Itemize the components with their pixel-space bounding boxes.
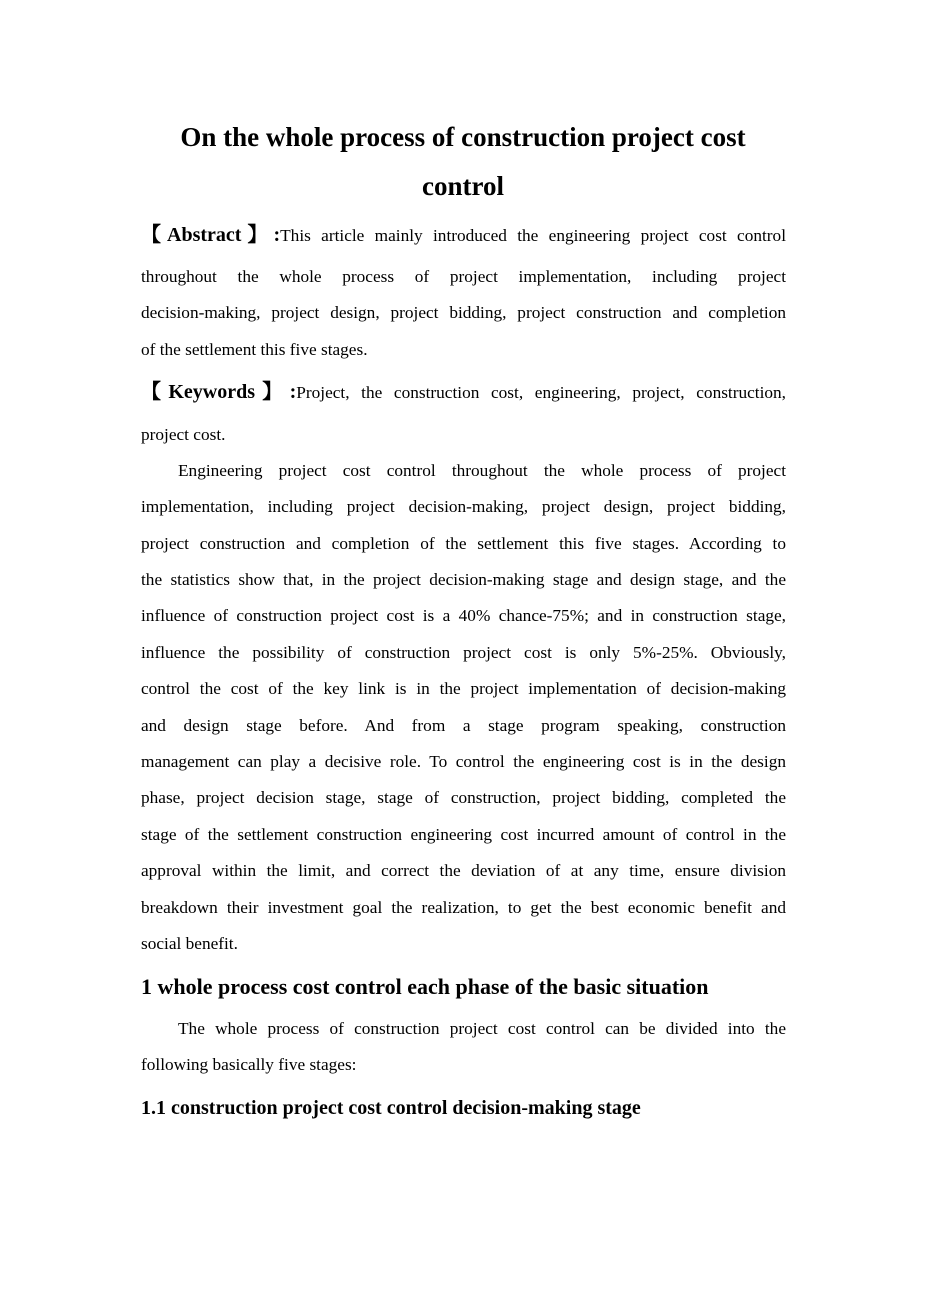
abstract-line-2: throughout the whole process of project implementation, including project — [141, 267, 786, 286]
keywords-line-2: project cost. — [141, 425, 226, 444]
paragraph-line: implementation, including project decision-making, project design, project bidding, — [141, 497, 786, 516]
paragraph-line: following basically five stages: — [141, 1055, 357, 1074]
paragraph-line: and design stage before. And from a stage program speaking, construction — [141, 716, 786, 735]
paragraph-line: The whole process of construction project cost control can be divided into the — [178, 1019, 786, 1038]
section-heading-1: 1 whole process cost control each phase of the basic situation — [141, 974, 709, 999]
paragraph-line: management can play a decisive role. To control the engineering cost is in the design — [141, 752, 786, 771]
paragraph-line: project construction and completion of the settlement this five stages. According to — [141, 534, 786, 553]
paragraph-line: phase, project decision stage, stage of construction, project bidding, completed the — [141, 788, 786, 807]
paragraph-line: control the cost of the key link is in the project implementation of decision-making — [141, 679, 786, 698]
paragraph-line: the statistics show that, in the project decision-making stage and design stage, and the — [141, 570, 786, 589]
paragraph-line: stage of the settlement construction engineering cost incurred amount of control in the — [141, 825, 786, 844]
keywords-line-1 — [141, 381, 786, 404]
abstract-line-4: of the settlement this five stages. — [141, 340, 368, 359]
paragraph-line: approval within the limit, and correct the deviation of at any time, ensure division — [141, 861, 786, 880]
document-title-line-2: control — [422, 171, 504, 201]
abstract-line-1 — [141, 224, 786, 247]
paragraph-line: breakdown their investment goal the realization, to get the best economic benefit and — [141, 898, 786, 917]
keywords-label: 【Keywords】: — [141, 381, 297, 403]
section-heading-1-1: 1.1 construction project cost control decision-making stage — [141, 1097, 641, 1119]
abstract-text: This article mainly introduced the engineering project cost control — [280, 226, 786, 245]
paragraph-line: influence the possibility of construction project cost is only 5%-25%. Obviously, — [141, 643, 786, 662]
paragraph-line: influence of construction project cost is a 40% chance-75%; and in construction stage, — [141, 606, 786, 625]
abstract-label: 【Abstract】: — [141, 224, 281, 246]
paragraph-line: social benefit. — [141, 934, 238, 953]
paragraph-line: Engineering project cost control throughout the whole process of project — [178, 461, 786, 480]
keywords-text: Project, the construction cost, engineering, project, construction, — [296, 383, 787, 402]
document-title-line-1: On the whole process of construction project cost — [180, 122, 746, 152]
abstract-line-3: decision-making, project design, project bidding, project construction and completion — [141, 303, 786, 322]
